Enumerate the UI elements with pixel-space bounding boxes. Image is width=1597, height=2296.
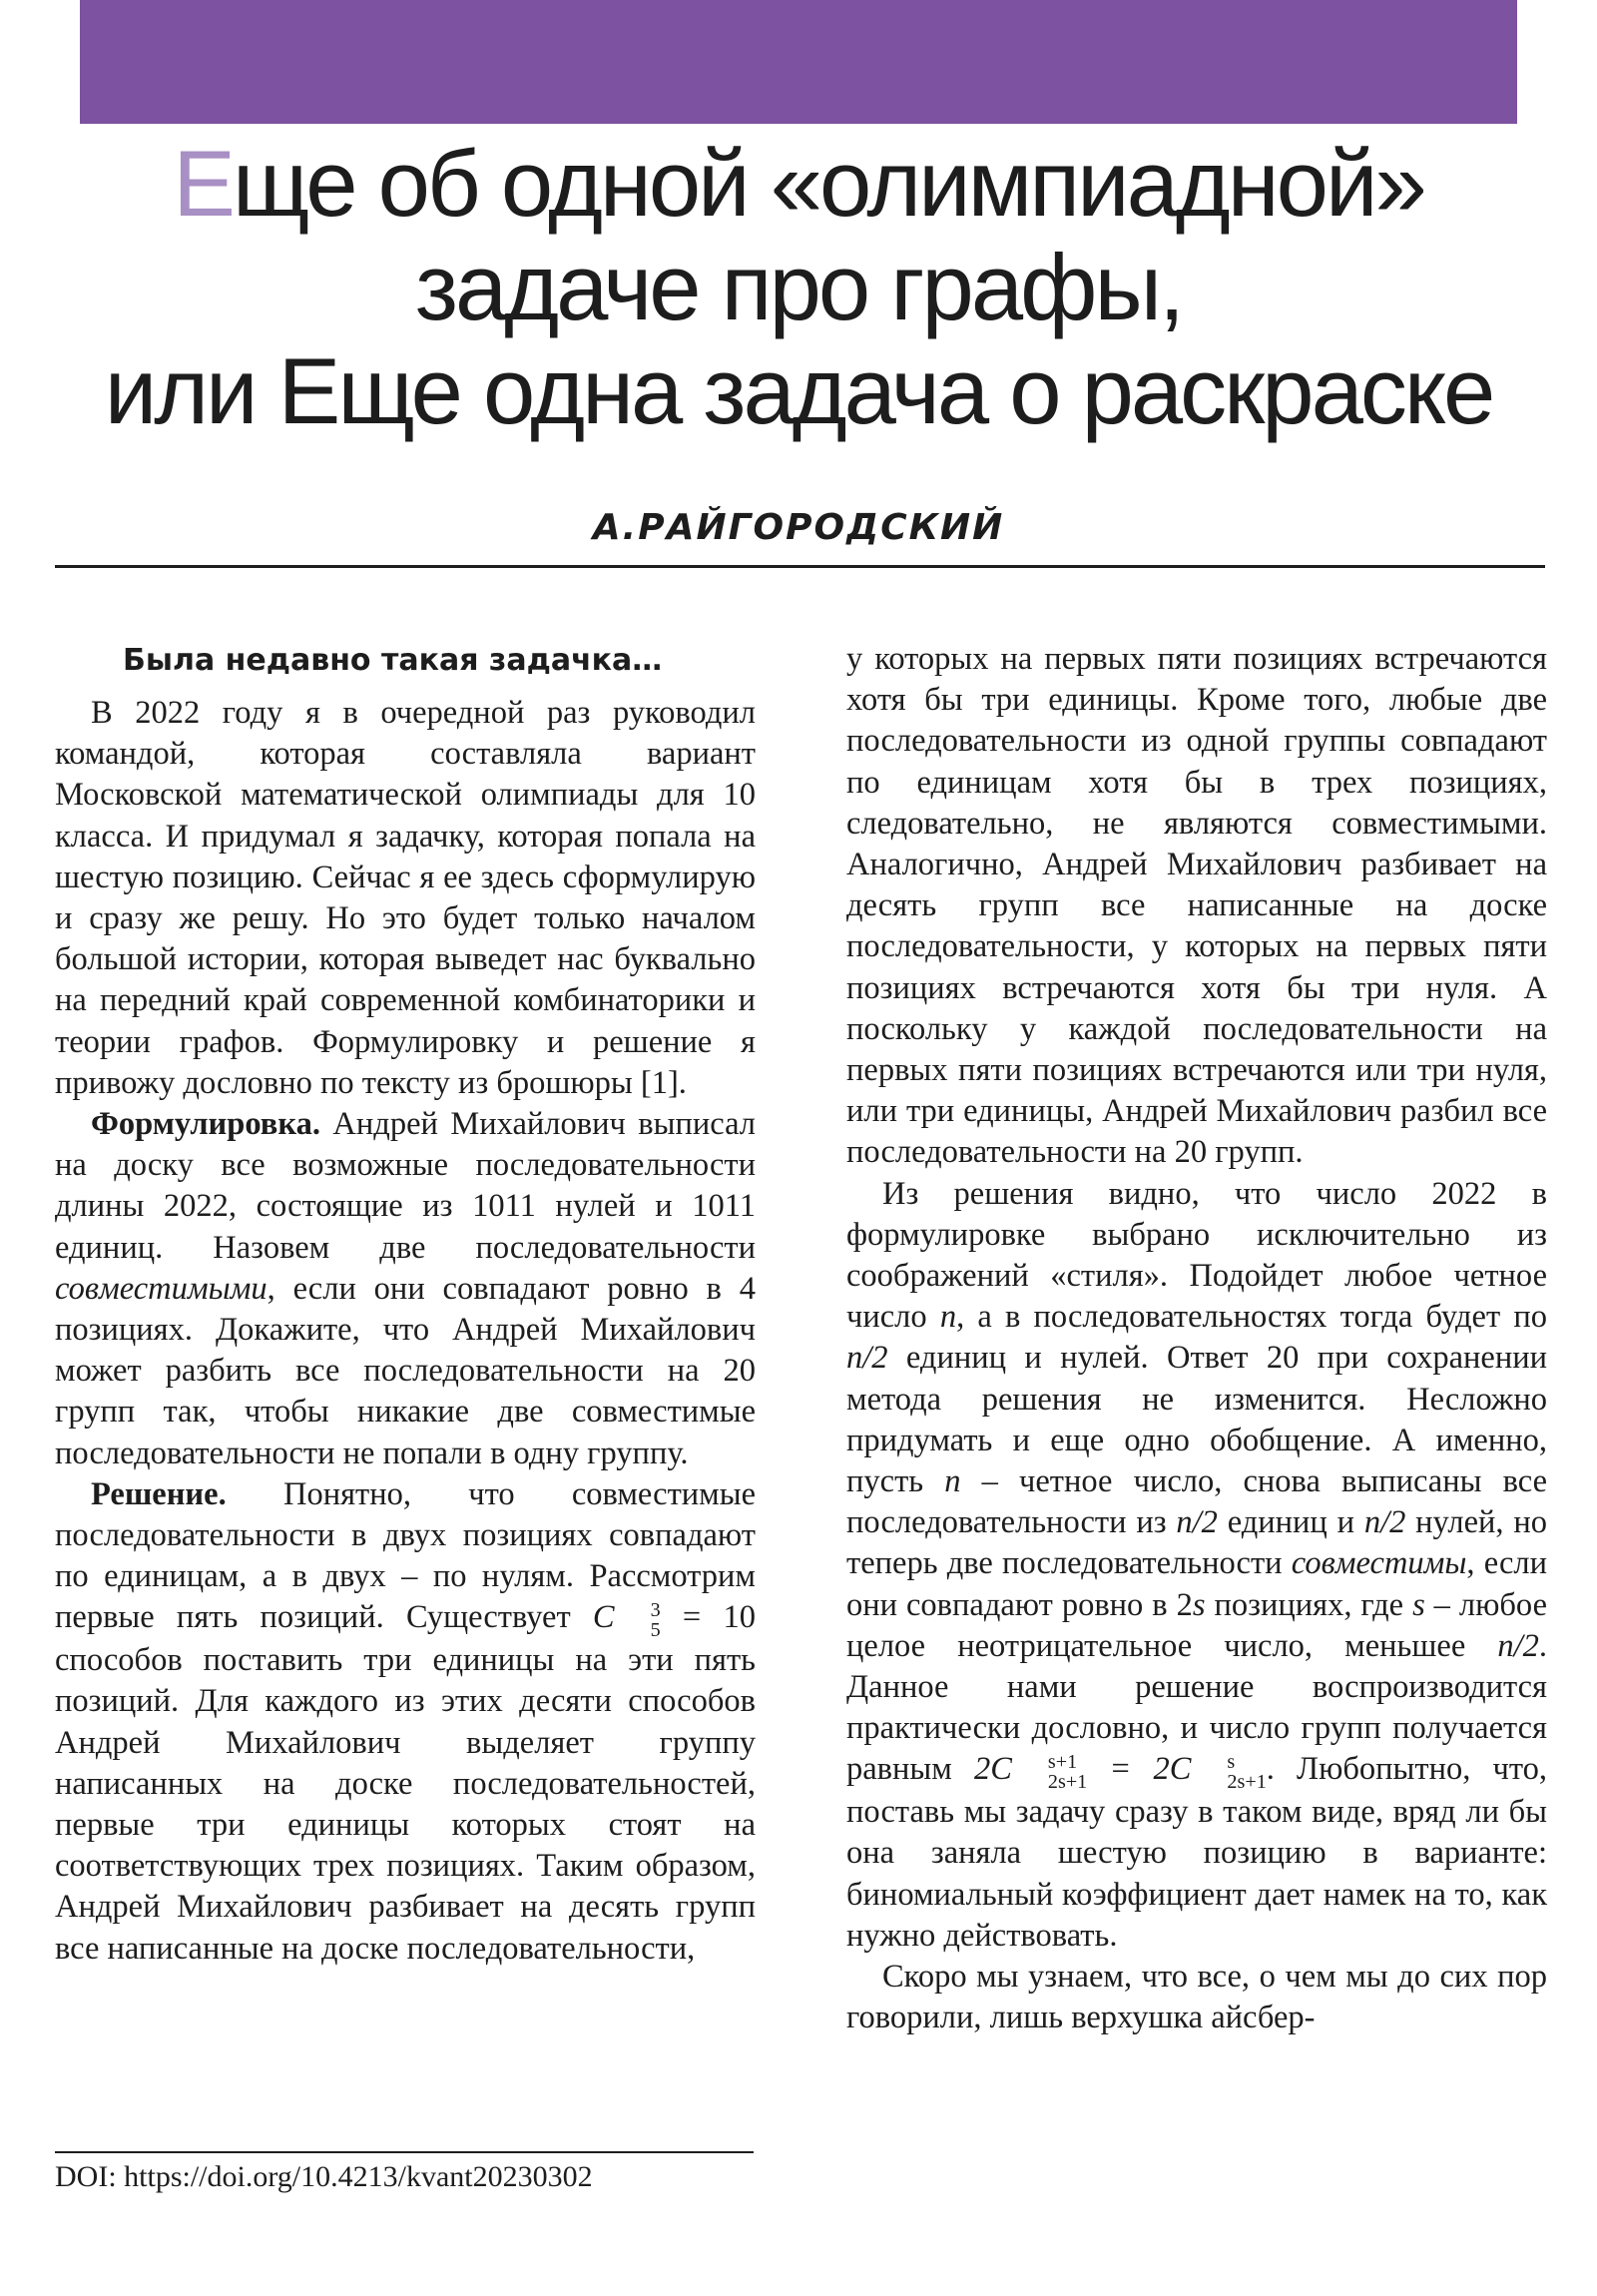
title-line-1-rest: ще об одной «олимпиадной» <box>232 131 1424 236</box>
generalization-paragraph: Из решения видно, что число 2022 в формулировке выбрано исключительно из соображений «стиля». Подойдет любое четное число n, а в последовательностях тогда будет по n/2 единиц и нулей. Ответ 20 при сохранении метода решения не изменится. Несложно придумать и еще одно обобщение. А именно, пусть n – четное число, снова выписаны все последовательности из n/2 единиц и n/2 нулей, но теперь две последовательности совместимы, если они совпадают ровно в 2s позициях, где s – любое целое неотрицательное число, меньшее n/2. Данное нами решение воспроизводится практически дословно, и число групп получается равным 2C s+1 2s+1 = 2C s 2s+1 . Любопытно, что, поставь мы задачу сразу в таком виде, вряд ли бы она заняла шестую позицию в варианте: биномиальный коэффициент дает намек на то, как нужно действовать. <box>846 1175 1548 1954</box>
formulation-paragraph: Формулировка. Андрей Михайлович выписал на доску все возможные последовательности длины 2022, состоящие из 1011 нулей и 1011 единиц. Назовем две последовательности совместимыми, если они совпадают ровно в 4 позициях. Докажите, что Андрей Михайлович может разбить все последовательности на 20 групп так, чтобы никакие две совместимые последовательности не попали в одну группу. <box>55 1106 756 1471</box>
term-compatible-plural: совместимы <box>1291 1545 1467 1582</box>
top-color-band <box>80 0 1517 124</box>
iceberg-paragraph: Скоро мы узнаем, что все, о чем мы до сих пор говорили, лишь верхушка айсбер- <box>846 1959 1547 2036</box>
intro-paragraph: В 2022 году я в очередной раз руководил командой, которая составляла вариант Московской математической олимпиады для 10 класса. И придумал я задачку, которая попала на шестую позицию. Сейчас я ее здесь сформулирую и сразу же решу. Но это будет только началом большой истории, которая выведет нас буквально на передний край современной комбинаторики и теории графов. Формулировку и решение я привожу дословно по тексту из брошюры [1]. <box>55 695 756 1101</box>
formulation-lead: Формулировка. <box>91 1106 320 1143</box>
section-heading: Была недавно такая задачка… <box>123 643 663 678</box>
left-column <box>55 639 756 1970</box>
group-count-formula: 2C s+1 2s+1 = 2C s 2s+1 <box>973 1750 1267 1794</box>
title-line-3: или Еще одна задача о раскраске <box>104 338 1493 443</box>
title-line-1 <box>60 132 1537 236</box>
footnote-divider <box>55 2151 754 2153</box>
doi-link[interactable]: DOI: https://doi.org/10.4213/kvant20230302 <box>55 2160 593 2193</box>
title-line-2: задаче про графы, <box>414 235 1183 339</box>
term-compatible: совместимыми <box>55 1270 267 1307</box>
author-name: А.РАЙГОРОДСКИЙ <box>592 507 1005 548</box>
header-divider <box>55 565 1545 568</box>
solution-paragraph: Решение. Понятно, что совместимые последовательности в двух позициях совпадают по единицам, а в двух – по нулям. Рассмотрим первые пять позиций. Существует C 3 5 = 10 способов поставить три единицы на эти пять позиций. Для каждого из этих десяти способов Андрей Михайлович выделяет группу написанных на доске последовательностей, первые три единицы которых стоят на соответствующих трех позициях. Таким образом, Андрей Михайлович разбивает на десять групп все написанные на доске последовательности, <box>55 1475 756 1967</box>
article-title <box>60 132 1537 443</box>
title-initial: Е <box>173 131 233 236</box>
solution-lead: Решение. <box>91 1475 227 1512</box>
binomial-formula: C 3 5 <box>592 1598 661 1642</box>
right-column <box>846 639 1547 2038</box>
continuation-paragraph: у которых на первых пяти позициях встречаются хотя бы три единицы. Кроме того, любые две последовательности из одной группы совпадают по единицам хотя бы в трех позициях, следовательно, не являются совместимыми. Аналогично, Андрей Михайлович разбивает на десять групп все написанные на доске последовательности, у которых на первых пяти позициях встречаются хотя бы три нуля. А поскольку у каждой последовательности на первых пяти позициях встречаются или три нуля, или три единицы, Андрей Михайлович разбил все последовательности на 20 групп. <box>846 641 1547 1171</box>
